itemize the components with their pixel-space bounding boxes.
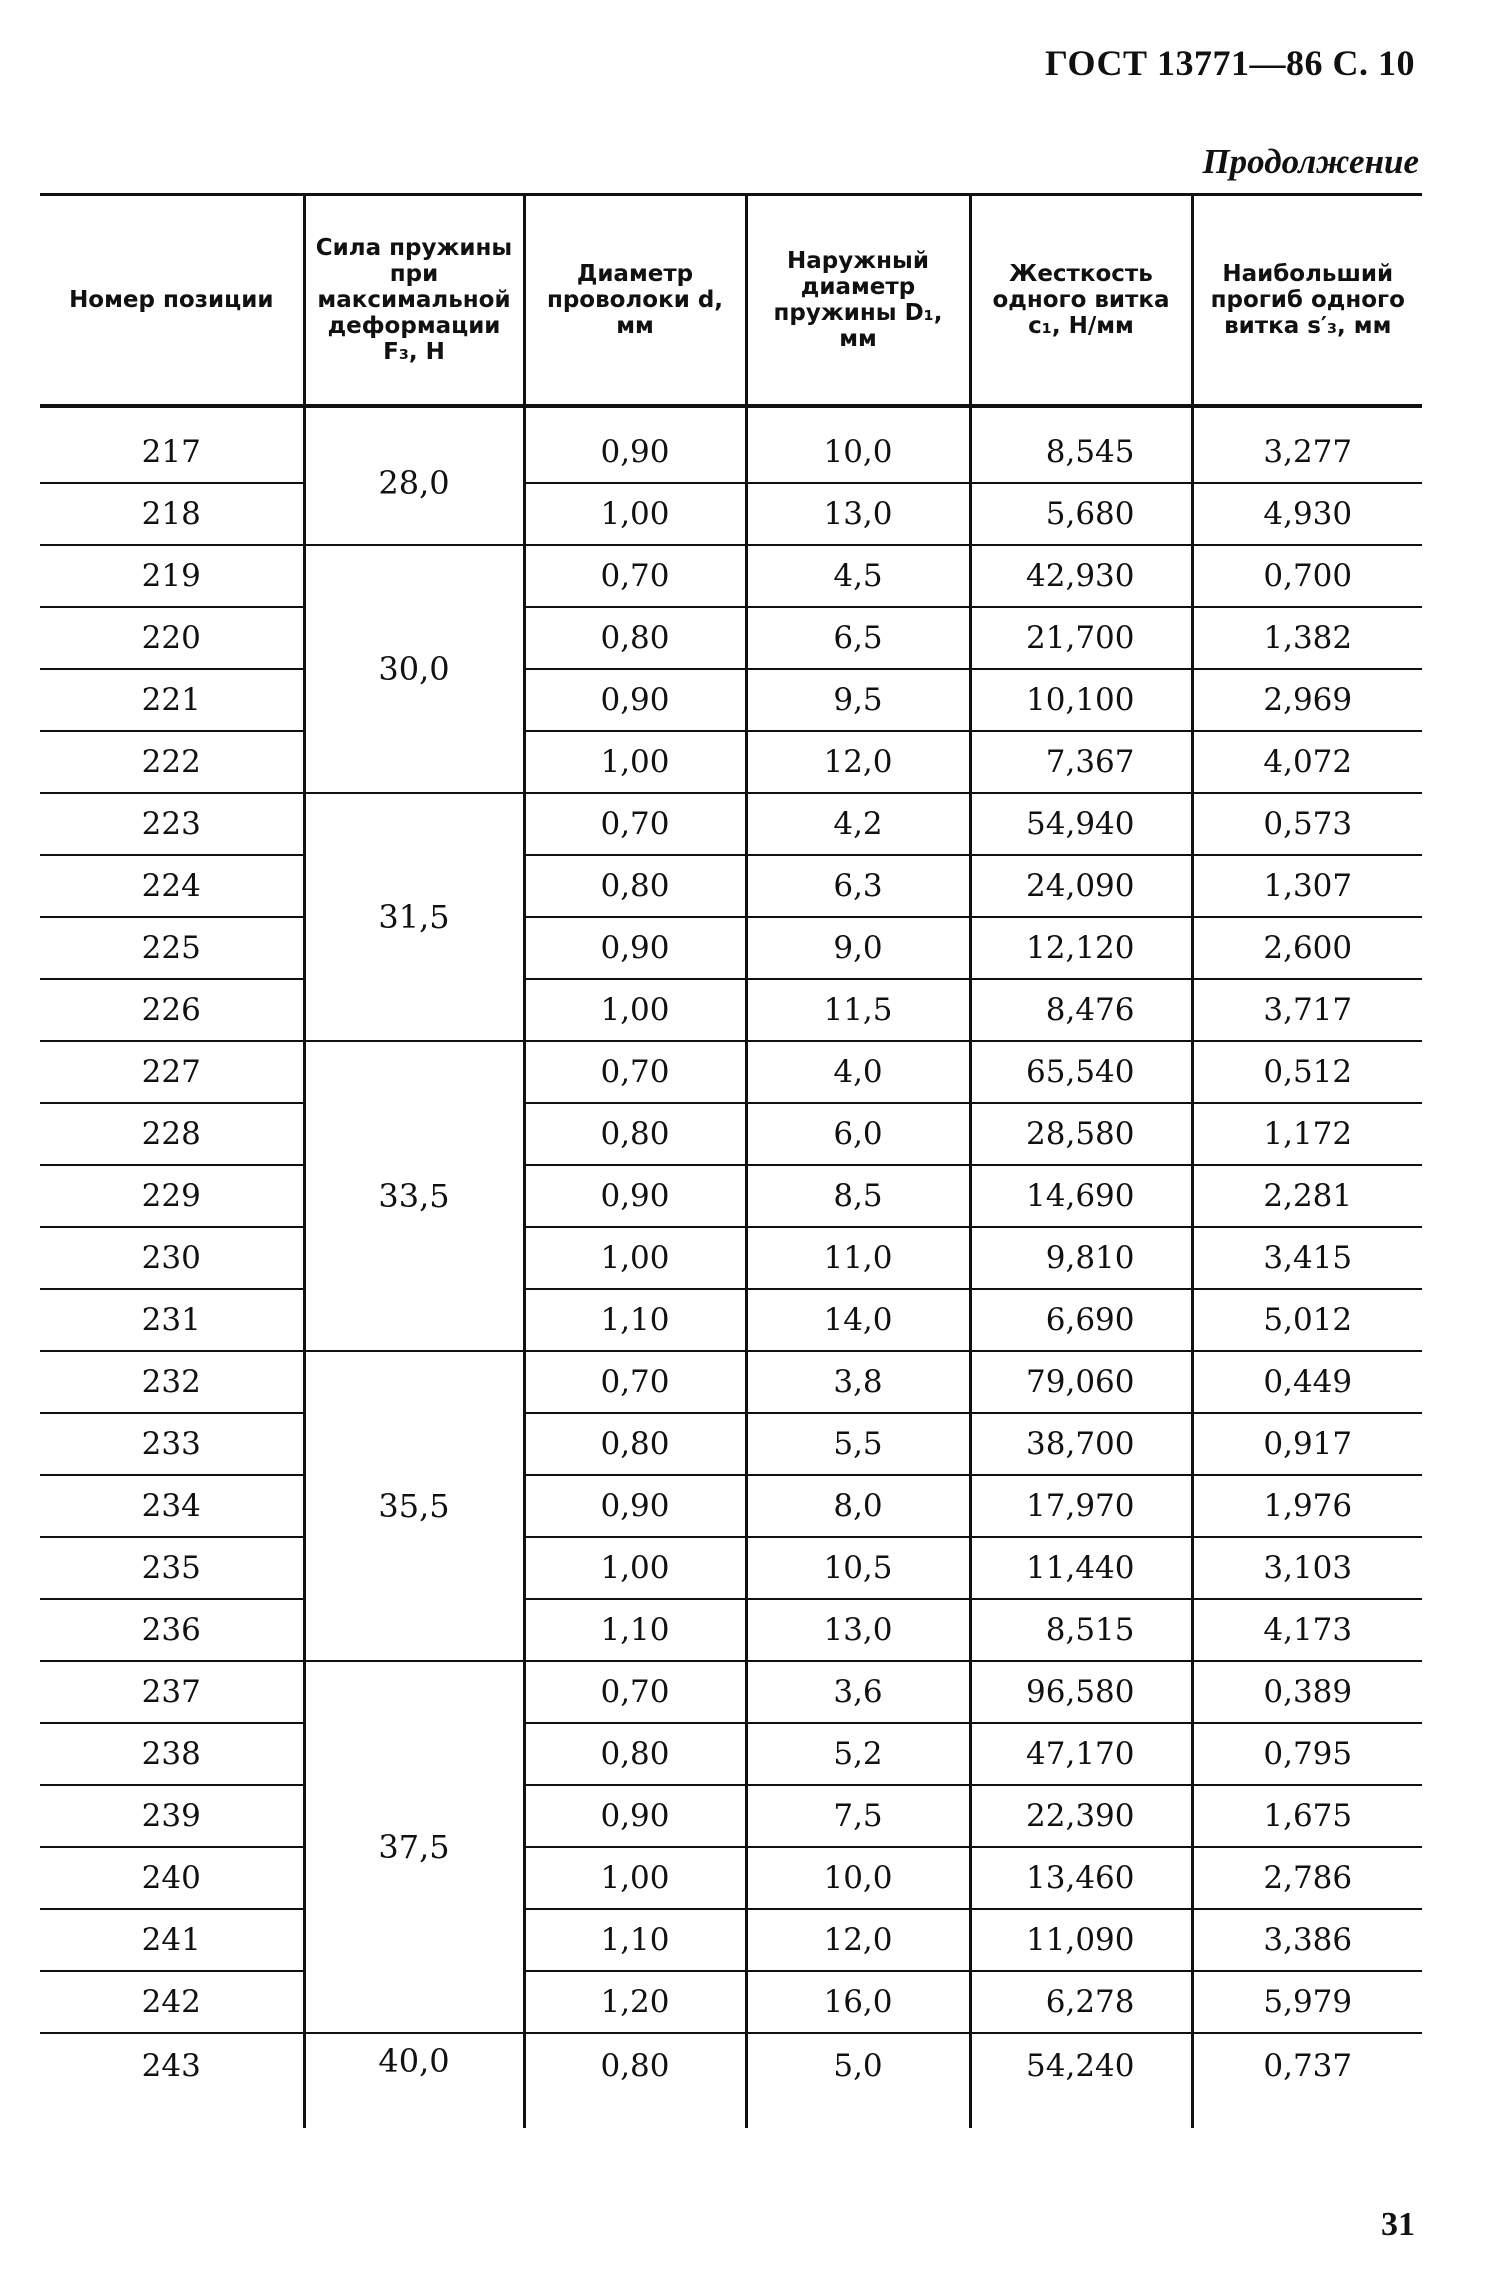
wire-diameter-cell: 0,70 xyxy=(524,1661,746,1723)
page-header-title: ГОСТ 13771—86 С. 10 xyxy=(1045,43,1415,83)
coil-stiffness-cell: 11,090 xyxy=(970,1909,1192,1971)
max-deflection-cell: 5,012 xyxy=(1192,1289,1422,1351)
coil-stiffness-cell: 8,476 xyxy=(970,979,1192,1041)
table-row xyxy=(40,1475,1422,1537)
table-row xyxy=(40,1103,1422,1165)
wire-diameter-cell: 0,70 xyxy=(524,1041,746,1103)
table-row xyxy=(40,855,1422,917)
spring-force-cell: 33,5 xyxy=(304,1041,524,1351)
table-row xyxy=(40,1413,1422,1475)
max-deflection-cell: 2,786 xyxy=(1192,1847,1422,1909)
wire-diameter-cell: 0,80 xyxy=(524,1413,746,1475)
column-header: Номер позиции xyxy=(40,195,304,407)
outer-diameter-cell: 4,5 xyxy=(746,545,970,607)
max-deflection-cell: 1,675 xyxy=(1192,1785,1422,1847)
max-deflection-cell: 5,979 xyxy=(1192,1971,1422,2033)
max-deflection-cell: 1,172 xyxy=(1192,1103,1422,1165)
wire-diameter-cell: 1,00 xyxy=(524,731,746,793)
table-row xyxy=(40,1289,1422,1351)
coil-stiffness-cell: 7,367 xyxy=(970,731,1192,793)
coil-stiffness-cell: 9,810 xyxy=(970,1227,1192,1289)
max-deflection-cell: 1,307 xyxy=(1192,855,1422,917)
table-row xyxy=(40,979,1422,1041)
position-number-cell: 218 xyxy=(40,483,304,545)
wire-diameter-cell: 0,90 xyxy=(524,917,746,979)
coil-stiffness-cell: 22,390 xyxy=(970,1785,1192,1847)
outer-diameter-cell: 6,5 xyxy=(746,607,970,669)
max-deflection-cell: 3,277 xyxy=(1192,406,1422,483)
coil-stiffness-cell: 6,278 xyxy=(970,1971,1192,2033)
position-number-cell: 228 xyxy=(40,1103,304,1165)
max-deflection-cell: 2,969 xyxy=(1192,669,1422,731)
position-number-cell: 241 xyxy=(40,1909,304,1971)
outer-diameter-cell: 11,5 xyxy=(746,979,970,1041)
table-row xyxy=(40,2033,1422,2128)
wire-diameter-cell: 1,00 xyxy=(524,483,746,545)
coil-stiffness-cell: 8,515 xyxy=(970,1599,1192,1661)
position-number-cell: 234 xyxy=(40,1475,304,1537)
spring-force-cell: 37,5 xyxy=(304,1661,524,2033)
coil-stiffness-cell: 21,700 xyxy=(970,607,1192,669)
outer-diameter-cell: 3,6 xyxy=(746,1661,970,1723)
table-row xyxy=(40,1909,1422,1971)
coil-stiffness-cell: 47,170 xyxy=(970,1723,1192,1785)
coil-stiffness-cell: 28,580 xyxy=(970,1103,1192,1165)
column-header: Диаметр проволоки d, мм xyxy=(524,195,746,407)
column-header: Сила пружины при максимальной деформации F₃, Н xyxy=(304,195,524,407)
coil-stiffness-cell: 13,460 xyxy=(970,1847,1192,1909)
table-row xyxy=(40,1351,1422,1413)
column-header: Наружный диаметр пружины D₁, мм xyxy=(746,195,970,407)
table-row xyxy=(40,1537,1422,1599)
outer-diameter-cell: 8,0 xyxy=(746,1475,970,1537)
outer-diameter-cell: 13,0 xyxy=(746,1599,970,1661)
coil-stiffness-cell: 8,545 xyxy=(970,406,1192,483)
spring-force-cell: 30,0 xyxy=(304,545,524,793)
outer-diameter-cell: 10,0 xyxy=(746,1847,970,1909)
table-row xyxy=(40,607,1422,669)
wire-diameter-cell: 0,70 xyxy=(524,793,746,855)
position-number-cell: 226 xyxy=(40,979,304,1041)
page-number: 31 xyxy=(1381,2206,1415,2243)
position-number-cell: 240 xyxy=(40,1847,304,1909)
wire-diameter-cell: 0,70 xyxy=(524,545,746,607)
outer-diameter-cell: 16,0 xyxy=(746,1971,970,2033)
outer-diameter-cell: 14,0 xyxy=(746,1289,970,1351)
wire-diameter-cell: 1,00 xyxy=(524,979,746,1041)
outer-diameter-cell: 6,3 xyxy=(746,855,970,917)
outer-diameter-cell: 12,0 xyxy=(746,1909,970,1971)
coil-stiffness-cell: 5,680 xyxy=(970,483,1192,545)
max-deflection-cell: 0,795 xyxy=(1192,1723,1422,1785)
wire-diameter-cell: 0,80 xyxy=(524,2033,746,2128)
position-number-cell: 231 xyxy=(40,1289,304,1351)
table-row xyxy=(40,1847,1422,1909)
column-header: Жесткость одного витка c₁, Н/мм xyxy=(970,195,1192,407)
coil-stiffness-cell: 6,690 xyxy=(970,1289,1192,1351)
outer-diameter-cell: 3,8 xyxy=(746,1351,970,1413)
position-number-cell: 223 xyxy=(40,793,304,855)
max-deflection-cell: 4,072 xyxy=(1192,731,1422,793)
max-deflection-cell: 2,600 xyxy=(1192,917,1422,979)
position-number-cell: 232 xyxy=(40,1351,304,1413)
spring-force-cell: 28,0 xyxy=(304,406,524,545)
max-deflection-cell: 0,917 xyxy=(1192,1413,1422,1475)
table-row xyxy=(40,793,1422,855)
position-number-cell: 237 xyxy=(40,1661,304,1723)
position-number-cell: 239 xyxy=(40,1785,304,1847)
wire-diameter-cell: 1,00 xyxy=(524,1537,746,1599)
position-number-cell: 224 xyxy=(40,855,304,917)
coil-stiffness-cell: 12,120 xyxy=(970,917,1192,979)
wire-diameter-cell: 1,10 xyxy=(524,1289,746,1351)
outer-diameter-cell: 7,5 xyxy=(746,1785,970,1847)
wire-diameter-cell: 0,90 xyxy=(524,1785,746,1847)
table-body xyxy=(40,406,1422,2128)
table-row xyxy=(40,1971,1422,2033)
coil-stiffness-cell: 54,240 xyxy=(970,2033,1192,2128)
position-number-cell: 235 xyxy=(40,1537,304,1599)
outer-diameter-cell: 5,0 xyxy=(746,2033,970,2128)
max-deflection-cell: 0,389 xyxy=(1192,1661,1422,1723)
wire-diameter-cell: 0,80 xyxy=(524,855,746,917)
outer-diameter-cell: 11,0 xyxy=(746,1227,970,1289)
wire-diameter-cell: 1,10 xyxy=(524,1599,746,1661)
coil-stiffness-cell: 38,700 xyxy=(970,1413,1192,1475)
max-deflection-cell: 1,382 xyxy=(1192,607,1422,669)
coil-stiffness-cell: 42,930 xyxy=(970,545,1192,607)
position-number-cell: 225 xyxy=(40,917,304,979)
wire-diameter-cell: 0,80 xyxy=(524,1723,746,1785)
coil-stiffness-cell: 14,690 xyxy=(970,1165,1192,1227)
spring-force-cell: 35,5 xyxy=(304,1351,524,1661)
max-deflection-cell: 0,449 xyxy=(1192,1351,1422,1413)
table-row xyxy=(40,1661,1422,1723)
outer-diameter-cell: 10,5 xyxy=(746,1537,970,1599)
spring-parameters-table xyxy=(40,193,1422,2128)
max-deflection-cell: 1,976 xyxy=(1192,1475,1422,1537)
spring-force-cell: 40,0 xyxy=(304,2033,524,2128)
wire-diameter-cell: 1,10 xyxy=(524,1909,746,1971)
max-deflection-cell: 0,737 xyxy=(1192,2033,1422,2128)
coil-stiffness-cell: 79,060 xyxy=(970,1351,1192,1413)
table-row xyxy=(40,1165,1422,1227)
max-deflection-cell: 4,930 xyxy=(1192,483,1422,545)
table-row xyxy=(40,483,1422,545)
wire-diameter-cell: 0,70 xyxy=(524,1351,746,1413)
outer-diameter-cell: 13,0 xyxy=(746,483,970,545)
position-number-cell: 233 xyxy=(40,1413,304,1475)
outer-diameter-cell: 9,0 xyxy=(746,917,970,979)
table-row xyxy=(40,1599,1422,1661)
table-row xyxy=(40,917,1422,979)
outer-diameter-cell: 5,2 xyxy=(746,1723,970,1785)
position-number-cell: 230 xyxy=(40,1227,304,1289)
continuation-label: Продолжение xyxy=(1202,142,1419,181)
position-number-cell: 221 xyxy=(40,669,304,731)
position-number-cell: 220 xyxy=(40,607,304,669)
wire-diameter-cell: 1,00 xyxy=(524,1847,746,1909)
table-row xyxy=(40,1785,1422,1847)
outer-diameter-cell: 10,0 xyxy=(746,406,970,483)
table-row xyxy=(40,545,1422,607)
position-number-cell: 222 xyxy=(40,731,304,793)
position-number-cell: 229 xyxy=(40,1165,304,1227)
table-row xyxy=(40,1723,1422,1785)
wire-diameter-cell: 1,00 xyxy=(524,1227,746,1289)
table-row xyxy=(40,731,1422,793)
max-deflection-cell: 3,717 xyxy=(1192,979,1422,1041)
position-number-cell: 219 xyxy=(40,545,304,607)
position-number-cell: 242 xyxy=(40,1971,304,2033)
max-deflection-cell: 3,386 xyxy=(1192,1909,1422,1971)
wire-diameter-cell: 1,20 xyxy=(524,1971,746,2033)
max-deflection-cell: 0,512 xyxy=(1192,1041,1422,1103)
table-row xyxy=(40,406,1422,483)
wire-diameter-cell: 0,90 xyxy=(524,1165,746,1227)
wire-diameter-cell: 0,90 xyxy=(524,1475,746,1537)
max-deflection-cell: 3,103 xyxy=(1192,1537,1422,1599)
coil-stiffness-cell: 96,580 xyxy=(970,1661,1192,1723)
outer-diameter-cell: 9,5 xyxy=(746,669,970,731)
coil-stiffness-cell: 54,940 xyxy=(970,793,1192,855)
position-number-cell: 243 xyxy=(141,2048,201,2084)
position-number-cell: 238 xyxy=(40,1723,304,1785)
coil-stiffness-cell: 17,970 xyxy=(970,1475,1192,1537)
position-number-cell: 236 xyxy=(40,1599,304,1661)
max-deflection-cell: 0,573 xyxy=(1192,793,1422,855)
wire-diameter-cell: 0,90 xyxy=(524,669,746,731)
outer-diameter-cell: 6,0 xyxy=(746,1103,970,1165)
outer-diameter-cell: 8,5 xyxy=(746,1165,970,1227)
coil-stiffness-cell: 11,440 xyxy=(970,1537,1192,1599)
max-deflection-cell: 0,700 xyxy=(1192,545,1422,607)
max-deflection-cell: 2,281 xyxy=(1192,1165,1422,1227)
position-number-cell: 227 xyxy=(40,1041,304,1103)
column-header: Наибольший прогиб одного витка s′₃, мм xyxy=(1192,195,1422,407)
outer-diameter-cell: 4,2 xyxy=(746,793,970,855)
table-row xyxy=(40,669,1422,731)
wire-diameter-cell: 0,80 xyxy=(524,1103,746,1165)
outer-diameter-cell: 4,0 xyxy=(746,1041,970,1103)
table-header-row xyxy=(40,195,1422,407)
spring-force-cell: 31,5 xyxy=(304,793,524,1041)
table-row xyxy=(40,1227,1422,1289)
wire-diameter-cell: 0,80 xyxy=(524,607,746,669)
coil-stiffness-cell: 24,090 xyxy=(970,855,1192,917)
outer-diameter-cell: 12,0 xyxy=(746,731,970,793)
coil-stiffness-cell: 65,540 xyxy=(970,1041,1192,1103)
outer-diameter-cell: 5,5 xyxy=(746,1413,970,1475)
max-deflection-cell: 3,415 xyxy=(1192,1227,1422,1289)
table-row xyxy=(40,1041,1422,1103)
wire-diameter-cell: 0,90 xyxy=(524,406,746,483)
coil-stiffness-cell: 10,100 xyxy=(970,669,1192,731)
position-number-cell: 217 xyxy=(40,406,304,483)
max-deflection-cell: 4,173 xyxy=(1192,1599,1422,1661)
